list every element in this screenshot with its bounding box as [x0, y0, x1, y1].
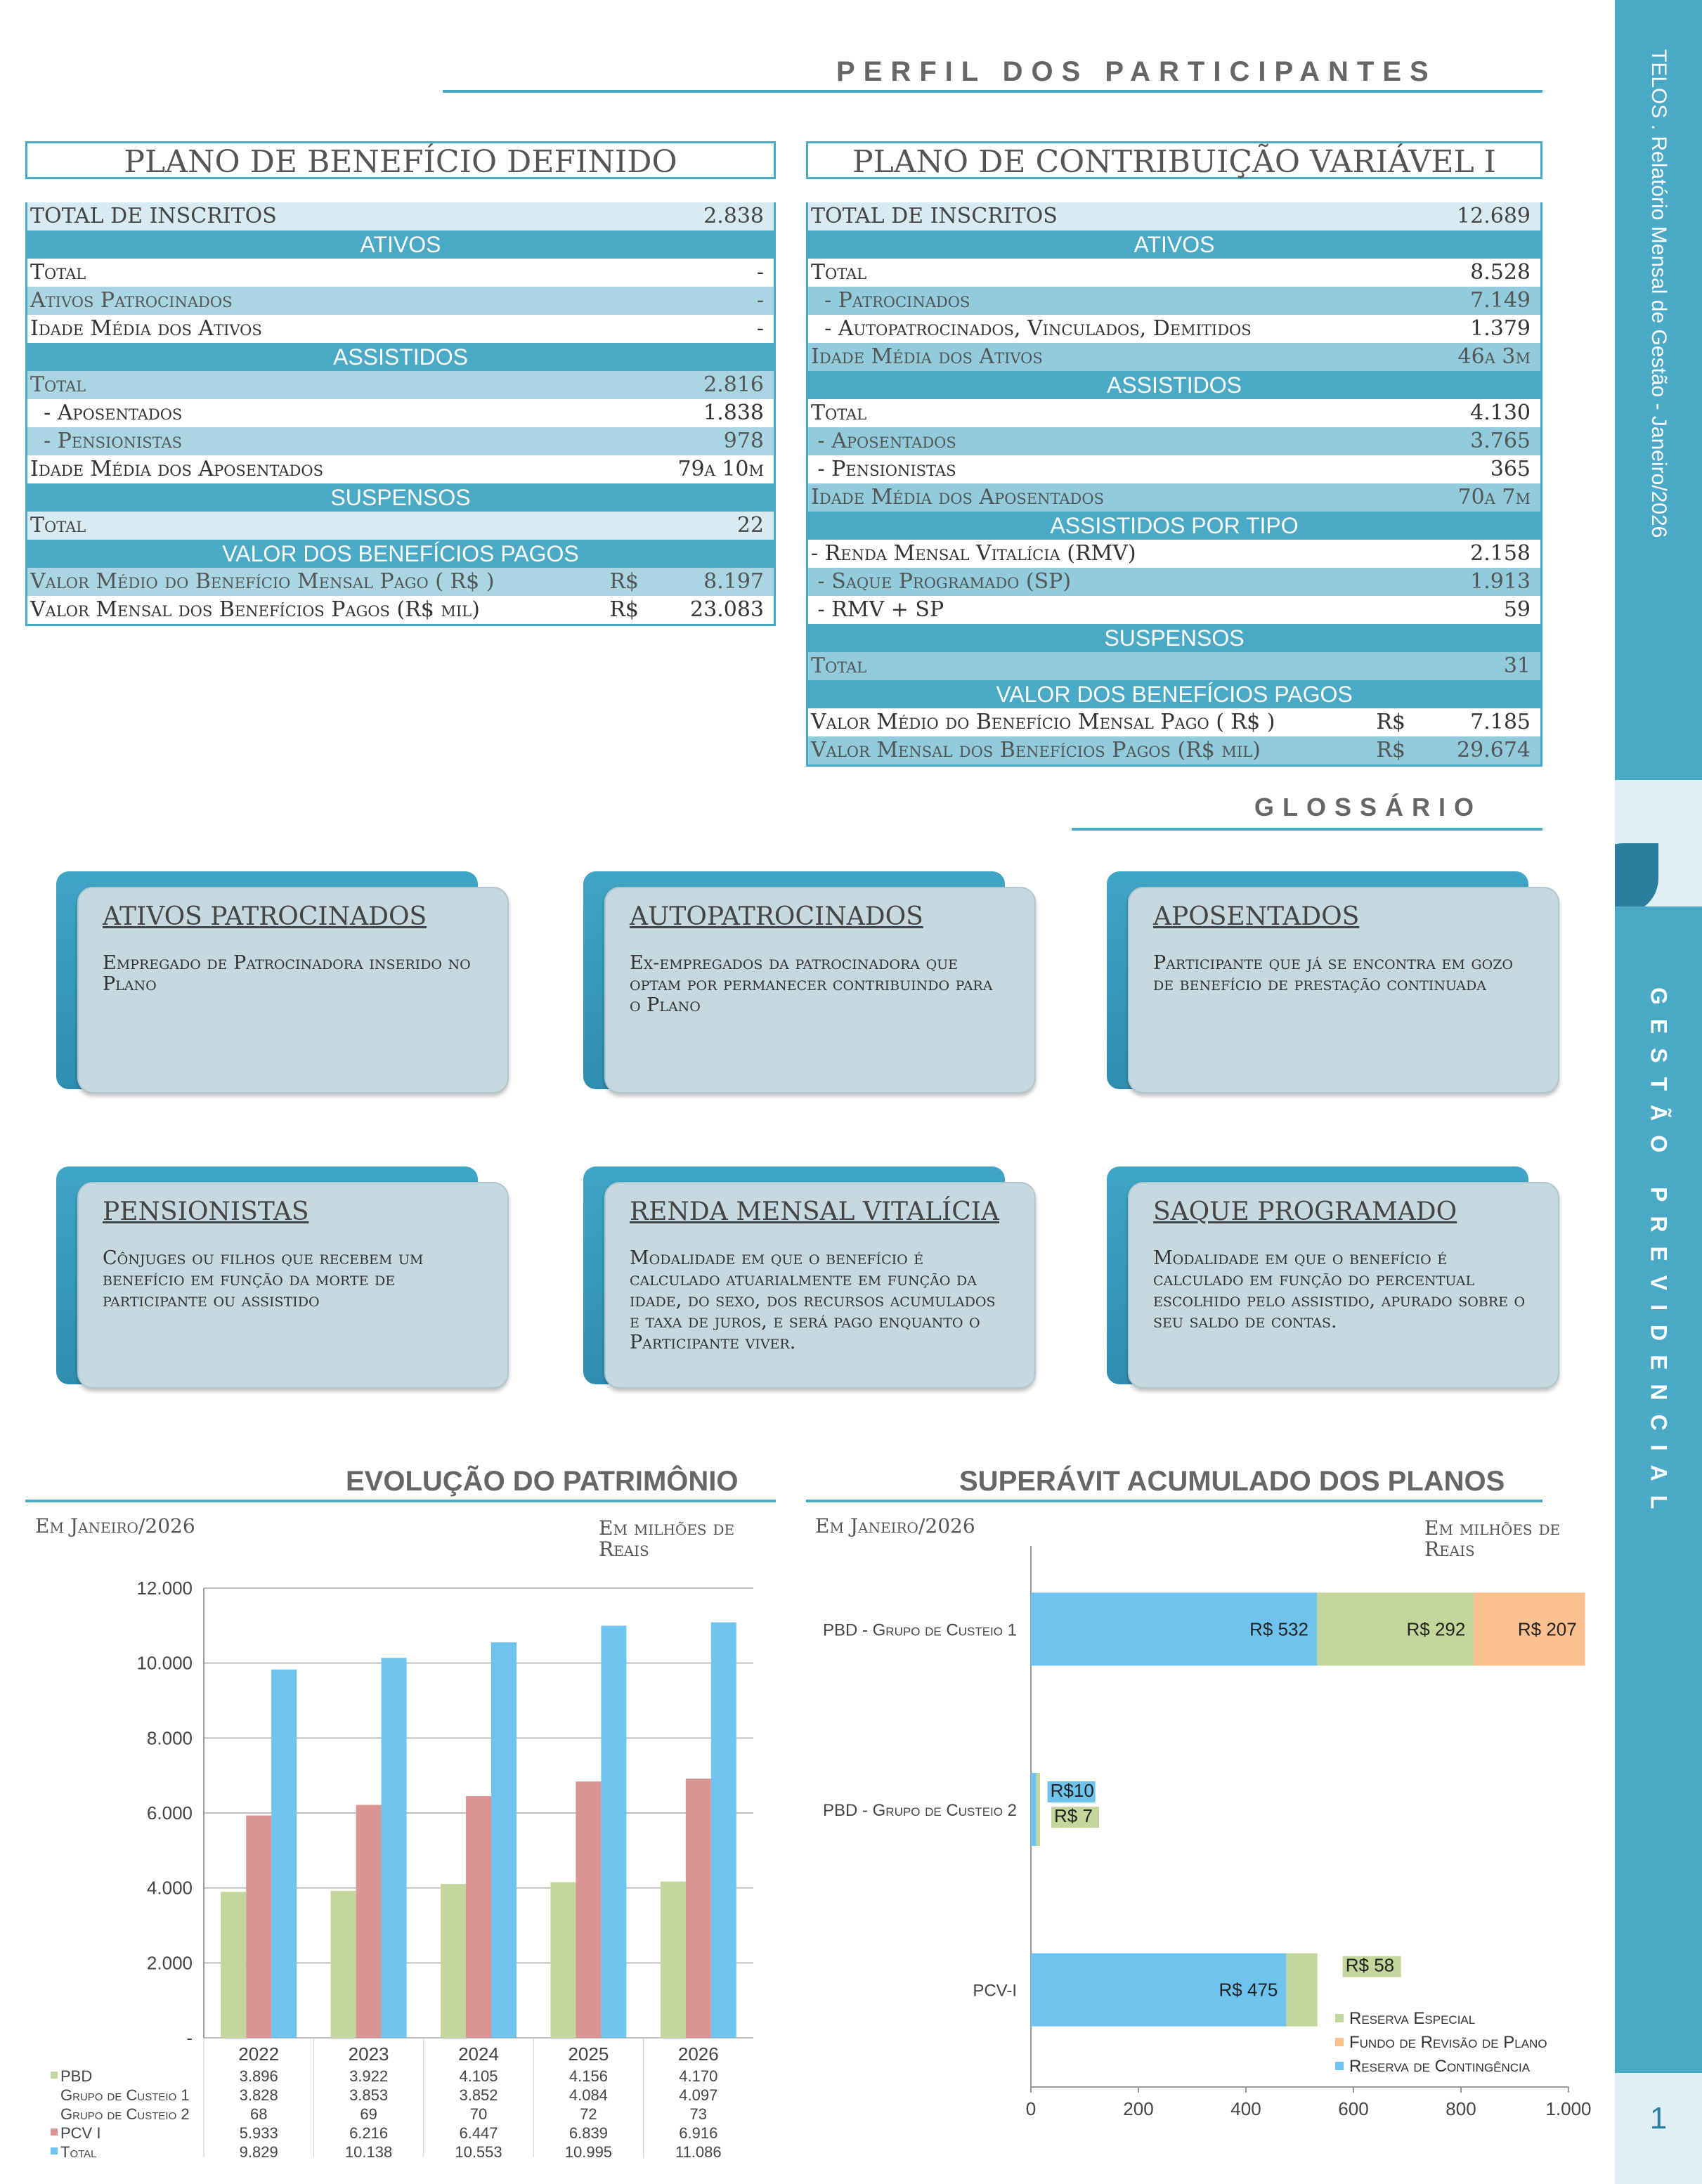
pbd-row-label: Ativos Patrocinados: [30, 288, 233, 313]
glossary-card-title: AUTOPATROCINADOS: [630, 902, 923, 931]
pcv-row: [808, 455, 1540, 483]
legend-swatch: [51, 2072, 58, 2079]
pbd-row: [27, 287, 774, 315]
pcv-row: [808, 259, 1540, 287]
pbd-row-label: SUSPENSOS: [330, 485, 471, 510]
pbd-row: [27, 371, 774, 399]
pbd-row-currency: R$: [609, 569, 639, 594]
patrimonio-title: EVOLUÇÃO DO PATRIMÔNIO: [346, 1466, 739, 1497]
bar-pcv-i: [576, 1781, 601, 2038]
pbd-row-value: 2.816: [703, 372, 764, 397]
x-tick-label: 0: [1025, 2098, 1037, 2119]
title-rule: [443, 90, 1542, 93]
glossary-rule: [1072, 828, 1542, 831]
glossary-card-title: ATIVOS PATROCINADOS: [103, 902, 427, 931]
page-number: 1: [1649, 2101, 1668, 2136]
pcv-row-label: Valor Médio do Benefício Mensal Pago ( R$ ): [811, 710, 1275, 734]
pbd-row-value: 23.083: [690, 597, 764, 622]
pcv-row-label: - Saque Programado (SP): [811, 569, 1072, 594]
y-tick-label: 2.000: [146, 1952, 193, 1974]
bar-total: [711, 1623, 736, 2038]
legend-swatch: [1335, 2038, 1344, 2046]
pcv-row-value: 7.149: [1470, 288, 1531, 313]
data-table-cell: 6.916: [679, 2124, 718, 2142]
pbd-row-label: Valor Mensal dos Benefícios Pagos (R$ mil): [30, 597, 480, 622]
data-table-cell: 3.828: [239, 2086, 278, 2104]
pcv-row-label: - Patrocinados: [811, 288, 970, 313]
glossary-card: [604, 887, 1036, 1093]
bar-total: [601, 1626, 626, 2038]
x-tick-label: 200: [1123, 2098, 1154, 2119]
superavit-unit: Em milhões de Reais: [1424, 1516, 1561, 1561]
patrimonio-rule: [25, 1500, 776, 1502]
data-table-cell: 11.086: [675, 2143, 722, 2161]
bar-reserva-especial: [1037, 1773, 1040, 1846]
glossary-card: [604, 1182, 1036, 1389]
pbd-row: [27, 427, 774, 455]
data-label: R$ 207: [1517, 1618, 1577, 1640]
pcv-row: [808, 315, 1540, 343]
pbd-row: [27, 230, 774, 259]
pcv-row-label: ASSISTIDOS: [1106, 372, 1242, 398]
data-table-cell: 3.853: [349, 2086, 389, 2104]
pbd-row: [27, 259, 774, 287]
legend-label: Reserva Especial: [1349, 2009, 1476, 2028]
legend-swatch: [1335, 2014, 1344, 2022]
bar-total: [491, 1642, 517, 2038]
x-tick-label: 1.000: [1545, 2098, 1592, 2119]
pbd-row: [27, 568, 774, 596]
pcv-row-value: 8.528: [1470, 260, 1531, 285]
y-tick-label: -: [186, 2027, 193, 2048]
pcv-row-value: 70a 7m: [1457, 485, 1531, 509]
glossary-title: GLOSSÁRIO: [1254, 793, 1483, 821]
glossary-card-title: SAQUE PROGRAMADO: [1153, 1197, 1457, 1226]
data-table-cell: 9.829: [239, 2143, 278, 2161]
data-label: R$10: [1050, 1780, 1094, 1801]
pbd-row-value: 2.838: [703, 204, 764, 228]
pbd-row: [27, 399, 774, 427]
pcv-row: [808, 680, 1540, 708]
pbd-row-value: 978: [723, 429, 764, 453]
pbd-row-value: -: [756, 288, 764, 313]
bar-reserva-de-contingência: [1031, 1773, 1037, 1846]
pbd-row: [27, 343, 774, 371]
pcv-row: [808, 399, 1540, 427]
pcv-row-value: 3.765: [1470, 429, 1531, 453]
bar-reserva-especial: [1286, 1954, 1317, 2027]
x-tick-label: 2023: [348, 2043, 389, 2065]
bar-pbd: [221, 1892, 246, 2038]
pbd-row-label: Total: [30, 372, 86, 397]
bar-pcv-i: [466, 1796, 491, 2038]
pbd-row-value: 1.838: [703, 401, 764, 425]
pcv-row: [808, 343, 1540, 371]
pcv-row: [808, 230, 1540, 259]
data-table-cell: 73: [689, 2105, 708, 2123]
x-tick-label: 600: [1338, 2098, 1369, 2119]
data-table-cell: 69: [360, 2105, 377, 2123]
pbd-row-value: 79a 10m: [677, 457, 764, 481]
pie-logo-box: [1615, 780, 1702, 906]
pcv-row-value: 4.130: [1470, 401, 1531, 425]
pbd-row-label: Total: [30, 260, 86, 285]
data-table-cell: 4.170: [679, 2067, 718, 2085]
x-tick-label: 400: [1230, 2098, 1261, 2119]
x-tick-label: 800: [1446, 2098, 1476, 2119]
pcv-row-currency: R$: [1376, 710, 1405, 734]
y-tick-label: 12.000: [136, 1578, 193, 1599]
data-table-cell: 3.852: [459, 2086, 498, 2104]
pcv-row-value: 59: [1503, 597, 1531, 622]
pbd-row-value: -: [756, 260, 764, 285]
pbd-row: [27, 512, 774, 540]
pbd-row-label: Valor Médio do Benefício Mensal Pago ( R$ ): [30, 569, 495, 594]
patrimonio-chart: [25, 1567, 784, 2171]
pcv-row: [808, 540, 1540, 568]
glossary-card: [77, 887, 509, 1093]
data-table-row-label: PCV I: [60, 2124, 101, 2142]
patrimonio-unit: Em milhões de Reais: [599, 1516, 735, 1561]
data-table-cell: 10.138: [344, 2143, 393, 2161]
pbd-row: [27, 315, 774, 343]
pcv-row-value: 7.185: [1470, 710, 1531, 734]
data-table-cell: 4.105: [459, 2067, 498, 2085]
report-title-vertical: [1615, 49, 1702, 682]
pcv-row-value: 1.913: [1470, 569, 1531, 594]
legend-swatch: [51, 2128, 58, 2136]
glossary-card-title: APOSENTADOS: [1153, 902, 1360, 931]
data-table-cell: 6.447: [459, 2124, 498, 2142]
pbd-row: [27, 483, 774, 512]
pcv-row-label: Idade Média dos Ativos: [811, 344, 1043, 369]
pcv-row-value: 365: [1490, 457, 1531, 481]
bar-pbd: [331, 1891, 356, 2038]
glossary-card-text: Cônjuges ou filhos que recebem um benefício em função da morte de participante ou assistido: [103, 1247, 424, 1311]
data-table-cell: 4.156: [569, 2067, 608, 2085]
pcv-row-label: - Autopatrocinados, Vinculados, Demitidos: [811, 316, 1252, 341]
data-table-row-label: PBD: [60, 2067, 93, 2085]
bar-pcv-i: [356, 1805, 382, 2038]
pcv-row-label: Total: [811, 260, 867, 285]
pcv-row-label: ASSISTIDOS POR TIPO: [1050, 513, 1299, 538]
data-table-cell: 5.933: [239, 2124, 278, 2142]
pie-logo-icon: [1615, 780, 1702, 906]
x-tick-label: 2026: [677, 2043, 719, 2065]
data-label: R$ 58: [1345, 1954, 1395, 1976]
pbd-row-label: ATIVOS: [360, 232, 441, 257]
bar-total: [271, 1670, 297, 2038]
pbd-row: [27, 455, 774, 483]
legend-label: Reserva de Contingência: [1349, 2057, 1531, 2076]
data-table-cell: 4.097: [679, 2086, 718, 2104]
pcv-row-value: 12.689: [1457, 204, 1531, 228]
pcv-row: [808, 483, 1540, 512]
data-table-cell: 6.839: [569, 2124, 608, 2142]
glossary-card-text: Modalidade em que o benefício é calculado em função do percentual escolhido pelo assistido, apurado sobre o seu saldo de contas.: [1153, 1247, 1526, 1332]
pbd-row-label: Idade Média dos Ativos: [30, 316, 262, 341]
pbd-row-label: VALOR DOS BENEFÍCIOS PAGOS: [222, 541, 579, 566]
data-table-cell: 4.084: [569, 2086, 608, 2104]
pbd-row-value: 8.197: [703, 569, 764, 594]
glossary-card: [1128, 887, 1559, 1093]
pcv-row: [808, 427, 1540, 455]
pcv-row-label: SUSPENSOS: [1104, 625, 1245, 651]
pcv-row-label: VALOR DOS BENEFÍCIOS PAGOS: [996, 682, 1353, 707]
glossary-card: [77, 1182, 509, 1389]
section-label-text: GESTÃO PREVIDENCIAL: [1646, 987, 1672, 1523]
pcv-row-label: - Renda Mensal Vitalícia (RMV): [811, 541, 1136, 566]
pbd-row-label: ASSISTIDOS: [332, 344, 469, 370]
data-label: R$ 475: [1219, 1979, 1278, 2001]
y-tick-label: 8.000: [146, 1727, 193, 1749]
pbd-row-value: 22: [736, 513, 764, 538]
pbd-row-label: - Pensionistas: [30, 429, 182, 453]
patrimonio-date: Em Janeiro/2026: [35, 1514, 195, 1538]
y-tick-label: 4.000: [146, 1877, 193, 1899]
pcv-table: [806, 202, 1542, 767]
report-title-text: TELOS . Relatório Mensal de Gestão - Janeiro/2026: [1647, 49, 1670, 538]
pcv-row-label: Total: [811, 654, 867, 678]
pcv-row: [808, 287, 1540, 315]
pcv-row-value: 29.674: [1457, 738, 1531, 762]
pbd-row-label: Total: [30, 513, 86, 538]
data-table-cell: 70: [469, 2105, 488, 2123]
pcv-row-label: Total: [811, 401, 867, 425]
glossary-card-text: Modalidade em que o benefício é calculado atuarialmente em função da idade, do sexo, dos recursos acumulados e taxa de juros, e será pago enquanto o Participante viver.: [630, 1247, 996, 1353]
glossary-card-text: Empregado de Patrocinadora inserido no Plano: [103, 952, 471, 995]
data-table-row-label: Total: [60, 2143, 97, 2161]
superavit-rule: [806, 1500, 1542, 1502]
pcv-row-value: 2.158: [1470, 541, 1531, 566]
pbd-title: PLANO DE BENEFÍCIO DEFINIDO: [25, 141, 776, 179]
pcv-row-label: Valor Mensal dos Benefícios Pagos (R$ mil): [811, 738, 1261, 762]
pbd-row-currency: R$: [609, 597, 639, 622]
bar-total: [382, 1658, 407, 2038]
pcv-row: [808, 652, 1540, 680]
pbd-row-label: Idade Média dos Aposentados: [30, 457, 323, 481]
data-label: R$ 7: [1054, 1805, 1093, 1826]
data-table-cell: 10.553: [455, 2143, 502, 2161]
bar-pcv-i: [246, 1816, 271, 2038]
pbd-row: [27, 596, 774, 624]
pcv-row: [808, 512, 1540, 540]
superavit-chart: [801, 1539, 1615, 2143]
data-label: R$ 292: [1406, 1618, 1466, 1640]
data-table-row-label: Grupo de Custeio 2: [60, 2105, 190, 2123]
pcv-row-value: 31: [1503, 654, 1531, 678]
section-label-vertical: [1615, 987, 1702, 1523]
data-label: R$ 532: [1249, 1618, 1308, 1640]
page-title: PERFIL DOS PARTICIPANTES: [836, 56, 1437, 87]
bar-pcv-i: [686, 1779, 711, 2038]
bar-pbd: [661, 1882, 686, 2038]
y-tick-label: 6.000: [146, 1802, 193, 1824]
glossary-card: [1128, 1182, 1559, 1389]
pcv-row-currency: R$: [1376, 738, 1405, 762]
y-tick-label: 10.000: [136, 1652, 193, 1674]
pcv-row: [808, 371, 1540, 399]
pcv-row: [808, 568, 1540, 596]
legend-swatch: [51, 2147, 58, 2154]
x-tick-label: 2024: [458, 2043, 499, 2065]
legend-swatch: [1335, 2062, 1344, 2070]
pcv-row-label: Idade Média dos Aposentados: [811, 485, 1104, 509]
pcv-row: [808, 736, 1540, 765]
glossary-card-title: PENSIONISTAS: [103, 1197, 309, 1226]
category-label: PBD - Grupo de Custeio 2: [822, 1801, 1017, 1820]
pcv-row-label: ATIVOS: [1133, 232, 1215, 257]
category-label: PCV-I: [973, 1981, 1017, 2001]
pcv-row: [808, 202, 1540, 230]
pbd-row-value: -: [756, 316, 764, 341]
bar-pbd: [550, 1882, 576, 2038]
pcv-title: PLANO DE CONTRIBUIÇÃO VARIÁVEL I: [806, 141, 1542, 179]
data-table-cell: 10.995: [564, 2143, 613, 2161]
superavit-date: Em Janeiro/2026: [815, 1514, 975, 1538]
glossary-card-text: Participante que já se encontra em gozo de benefício de prestação continuada: [1153, 952, 1513, 995]
pbd-row: [27, 202, 774, 230]
data-table-cell: 68: [249, 2105, 268, 2123]
pcv-row-value: 46a 3m: [1457, 344, 1531, 369]
pcv-row-label: - Pensionistas: [811, 457, 956, 481]
pcv-row-label: TOTAL DE INSCRITOS: [811, 204, 1058, 228]
data-table-cell: 3.922: [349, 2067, 389, 2085]
pbd-row-label: - Aposentados: [30, 401, 183, 425]
category-label: PBD - Grupo de Custeio 1: [822, 1620, 1017, 1640]
pbd-table: [25, 202, 776, 626]
glossary-card-text: Ex-empregados da patrocinadora que optam por permanecer contribuindo para o Plano: [630, 952, 993, 1016]
data-table-row-label: Grupo de Custeio 1: [60, 2086, 190, 2104]
superavit-title: SUPERÁVIT ACUMULADO DOS PLANOS: [959, 1466, 1505, 1497]
pcv-row: [808, 708, 1540, 736]
pcv-row-value: 1.379: [1470, 316, 1531, 341]
data-table-cell: 6.216: [349, 2124, 389, 2142]
pcv-row: [808, 596, 1540, 624]
data-table-cell: 72: [580, 2105, 597, 2123]
pbd-row: [27, 540, 774, 568]
pcv-row-label: - Aposentados: [811, 429, 956, 453]
x-tick-label: 2022: [238, 2043, 280, 2065]
bar-pbd: [441, 1884, 466, 2038]
legend-label: Fundo de Revisão de Plano: [1349, 2033, 1547, 2052]
glossary-card-title: RENDA MENSAL VITALÍCIA: [630, 1197, 999, 1226]
data-table-cell: 3.896: [239, 2067, 278, 2085]
pbd-row-label: TOTAL DE INSCRITOS: [30, 204, 277, 228]
pcv-row: [808, 624, 1540, 652]
x-tick-label: 2025: [568, 2043, 609, 2065]
pcv-row-label: - RMV + SP: [811, 597, 944, 622]
